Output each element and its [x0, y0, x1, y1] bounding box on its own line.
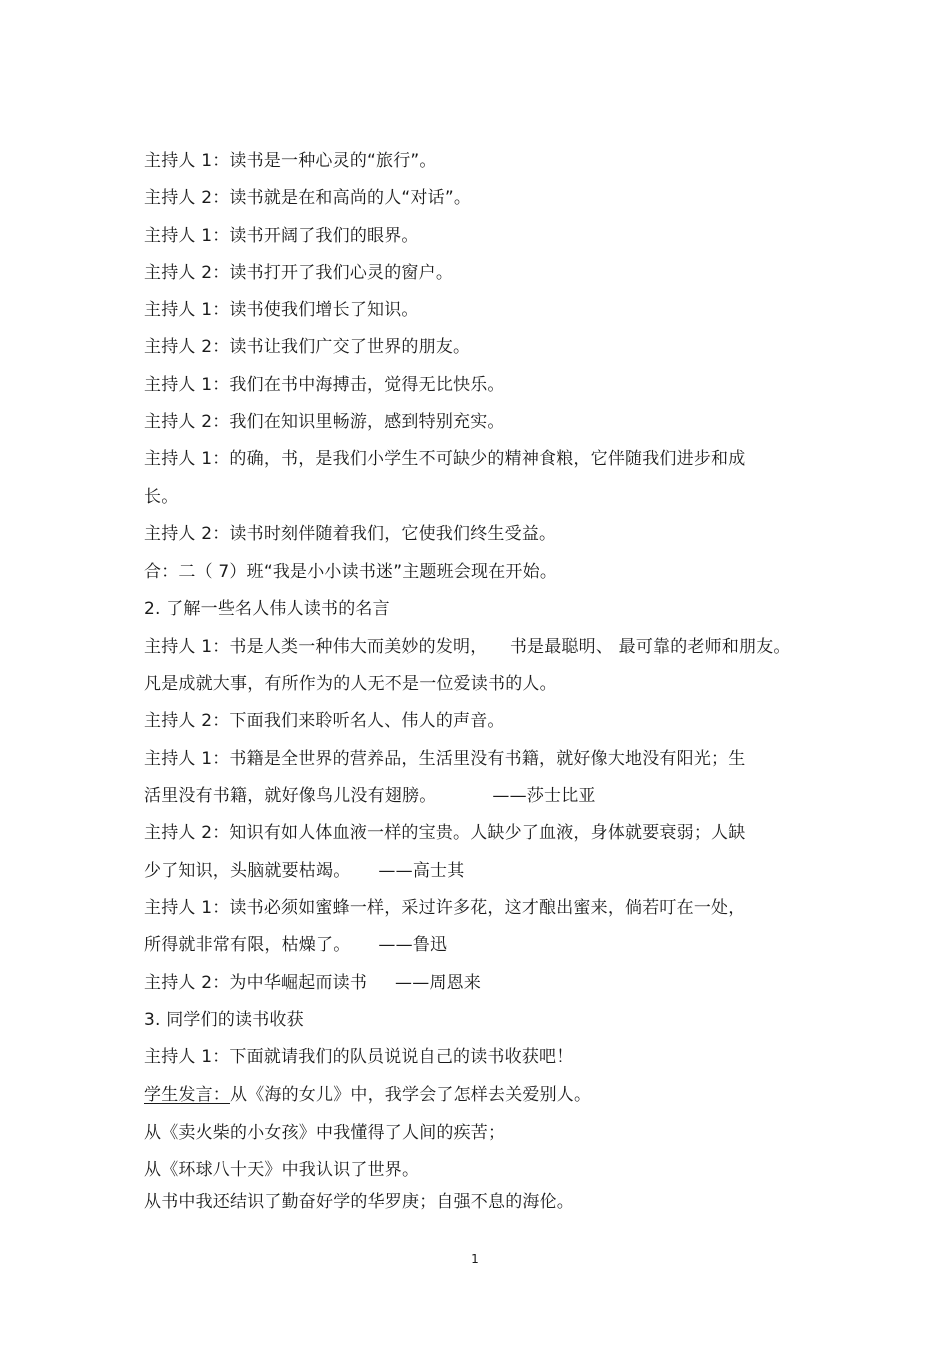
text-line: 少了知识，头脑就要枯竭。 ——高士其: [144, 861, 465, 881]
text-line: 活里没有书籍，就好像鸟儿没有翅膀。 ——莎士比亚: [144, 786, 596, 806]
text-line: 主持人 1：下面就请我们的队员说说自己的读书收获吧！: [144, 1047, 574, 1067]
text-line: 从书中我还结识了勤奋好学的华罗庚；自强不息的海伦。: [144, 1192, 574, 1212]
text-line: 主持人 1：书是人类一种伟大而美妙的发明， 书是最聪明、 最可靠的老师和朋友。: [144, 637, 791, 657]
text-line: 主持人 2：读书让我们广交了世界的朋友。: [144, 337, 471, 357]
section-heading: 3. 同学们的读书收获: [144, 1010, 304, 1030]
section-heading: 2. 了解一些名人伟人读书的名言: [144, 599, 390, 619]
text-line: 主持人 1：读书使我们增长了知识。: [144, 300, 419, 320]
text-line: 主持人 1：读书是一种心灵的“旅行”。: [144, 151, 437, 171]
speech-label: 学生发言：: [144, 1085, 230, 1105]
text-line: 主持人 1：我们在书中海搏击，觉得无比快乐。: [144, 375, 505, 395]
text-line: 主持人 2：读书打开了我们心灵的窗户。: [144, 263, 454, 283]
text-line: 从《环球八十天》中我认识了世界。: [144, 1160, 420, 1180]
text-line: 长。: [144, 487, 179, 507]
text-line: 主持人 1：读书必须如蜜蜂一样，采过许多花，这才酿出蜜来，倘若叮在一处，: [144, 898, 746, 918]
page-number: 1: [471, 1252, 479, 1266]
speech-text: 从《海的女儿》中，我学会了怎样去关爱别人。: [230, 1085, 592, 1105]
text-line: 所得就非常有限，枯燥了。 ——鲁迅: [144, 935, 448, 955]
text-line: 主持人 1：书籍是全世界的营养品，生活里没有书籍，就好像大地没有阳光；生: [144, 749, 746, 769]
text-line: 凡是成就大事，有所作为的人无不是一位爱读书的人。: [144, 674, 557, 694]
text-line: 主持人 1：的确，书，是我们小学生不可缺少的精神食粮，它伴随我们进步和成: [144, 449, 746, 469]
text-line: 主持人 2：为中华崛起而读书 ——周恩来: [144, 973, 482, 993]
text-line: 主持人 2：下面我们来聆听名人、伟人的声音。: [144, 711, 505, 731]
text-line: [144, 1084, 591, 1106]
text-line: 主持人 2：知识有如人体血液一样的宝贵。人缺少了血液，身体就要衰弱；人缺: [144, 823, 746, 843]
text-line: 主持人 2：读书就是在和高尚的人“对话”。: [144, 188, 472, 208]
text-line: 合：二（ 7）班“我是小小读书迷”主题班会现在开始。: [144, 562, 558, 582]
text-line: 主持人 2：我们在知识里畅游，感到特别充实。: [144, 412, 505, 432]
text-line: 从《卖火柴的小女孩》中我懂得了人间的疾苦；: [144, 1123, 506, 1143]
text-line: 主持人 2：读书时刻伴随着我们，它使我们终生受益。: [144, 524, 557, 544]
text-line: 主持人 1：读书开阔了我们的眼界。: [144, 226, 419, 246]
